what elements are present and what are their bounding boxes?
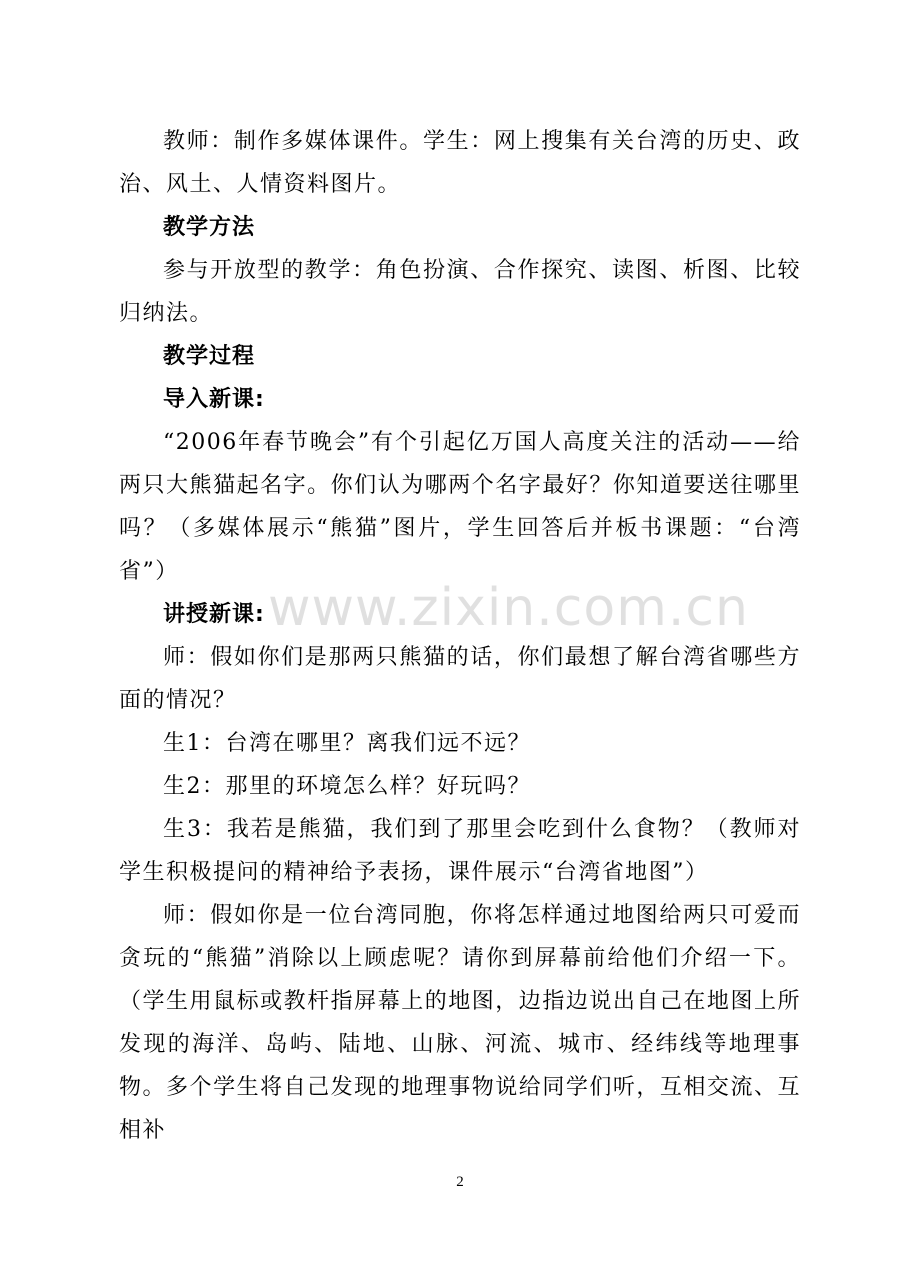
teaching-method-heading: 教学方法	[163, 215, 256, 240]
student-2-paragraph: 生2：那里的环境怎么样？好玩吗？	[163, 774, 531, 799]
new-lesson-subheading: 讲授新课:	[163, 602, 265, 627]
teacher-question-paragraph: 师：假如你们是那两只熊猫的话，你们最想了解台湾省哪些方面的情况？	[119, 645, 801, 713]
teaching-process-heading: 教学过程	[163, 344, 256, 369]
page-number: 2	[456, 1174, 464, 1190]
teaching-method-paragraph: 参与开放型的教学：角色扮演、合作探究、读图、析图、比较归纳法。	[119, 258, 801, 326]
intro-paragraph: “2006年春节晚会”有个引起亿万国人高度关注的活动——给两只大熊猫起名字。你们认为哪两个名字最好？你知道要送往哪里吗？（多媒体展示“熊猫”图片，学生回答后并板书课题：“台湾省”）	[119, 430, 801, 584]
teacher-map-paragraph: 师：假如你是一位台湾同胞，你将怎样通过地图给两只可爱而贪玩的“熊猫”消除以上顾虑呢？请你到屏幕前给他们介绍一下。（学生用鼠标或教杆指屏幕上的地图，边指边说出自己在地图上所发现的海洋、岛屿、陆地、山脉、河流、城市、经纬线等地理事物。多个学生将自己发现的地理事物说给同学们听，互相交流、互相补	[119, 903, 801, 1143]
preparation-paragraph: 教师：制作多媒体课件。学生：网上搜集有关台湾的历史、政治、风土、人情资料图片。	[119, 129, 801, 197]
document-body	[119, 120, 801, 1152]
student-3-paragraph: 生3：我若是熊猫，我们到了那里会吃到什么食物？（教师对学生积极提问的精神给予表扬，课件展示“台湾省地图”）	[119, 817, 801, 885]
intro-subheading: 导入新课:	[163, 387, 265, 412]
student-1-paragraph: 生1：台湾在哪里？离我们远不远？	[163, 731, 531, 756]
watermark-text: www.zixin.com.cn	[268, 578, 749, 638]
